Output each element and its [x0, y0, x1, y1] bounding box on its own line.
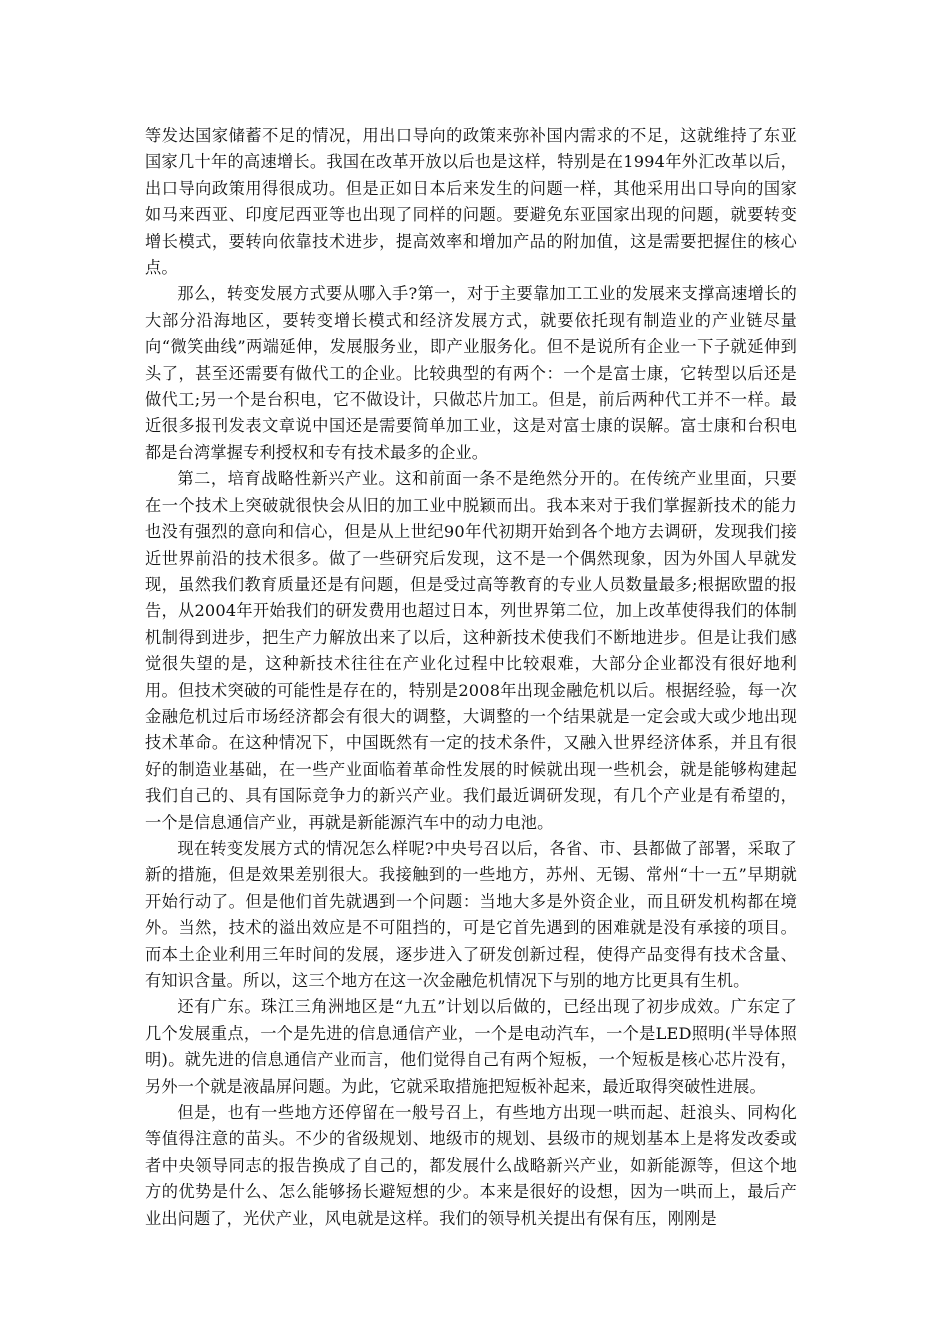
- document-body: [145, 123, 797, 1232]
- paragraph-6: 但是，也有一些地方还停留在一般号召上，有些地方出现一哄而起、赶浪头、同构化等值得注意的苗头。不少的省级规划、地级市的规划、县级市的规划基本上是将发改委或者中央领导同志的报告换成了自己的，都发展什么战略新兴产业，如新能源等，但这个地方的优势是什么、怎么能够扬长避短想的少。本来是很好的设想，因为一哄而上，最后产业出问题了，光伏产业，风电就是这样。我们的领导机关提出有保有压，刚刚是: [145, 1103, 797, 1228]
- paragraph-5: 还有广东。珠江三角洲地区是“九五”计划以后做的，已经出现了初步成效。广东定了几个发展重点，一个是先进的信息通信产业，一个是电动汽车，一个是LED照明(半导体照明)。就先进的信息通信产业而言，他们觉得自己有两个短板，一个短板是核心芯片没有，另外一个就是液晶屏问题。为此，它就采取措施把短板补起来，最近取得突破性进展。: [145, 997, 797, 1096]
- paragraph-3: 第二，培育战略性新兴产业。这和前面一条不是绝然分开的。在传统产业里面，只要在一个技术上突破就很快会从旧的加工业中脱颖而出。我本来对于我们掌握新技术的能力也没有强烈的意向和信心，但是从上世纪90年代初期开始到各个地方去调研，发现我们接近世界前沿的技术很多。做了一些研究后发现，这不是一个偶然现象，因为外国人早就发现，虽然我们教育质量还是有问题，但是受过高等教育的专业人员数量最多;根据欧盟的报告，从2004年开始我们的研发费用也超过日本，列世界第二位，加上改革使得我们的体制机制得到进步，把生产力解放出来了以后，这种新技术使我们不断地进步。但是让我们感觉很失望的是，这种新技术往往在产业化过程中比较艰难，大部分企业都没有很好地利用。但技术突破的可能性是存在的，特别是2008年出现金融危机以后。根据经验，每一次金融危机过后市场经济都会有很大的调整，大调整的一个结果就是一定会或大或少地出现技术革命。在这种情况下，中国既然有一定的技术条件，又融入世界经济体系，并且有很好的制造业基础，在一些产业面临着革命性发展的时候就出现一些机会，就是能够构建起我们自己的、具有国际竞争力的新兴产业。我们最近调研发现，有几个产业是有希望的，一个是信息通信产业，再就是新能源汽车中的动力电池。: [145, 469, 797, 832]
- paragraph-4: 现在转变发展方式的情况怎么样呢?中央号召以后，各省、市、县都做了部署，采取了新的措施，但是效果差别很大。我接触到的一些地方，苏州、无锡、常州“十一五”早期就开始行动了。但是他们首先就遇到一个问题：当地大多是外资企业，而且研发机构都在境外。当然，技术的溢出效应是不可阻挡的，可是它首先遇到的困难就是没有承接的项目。而本土企业利用三年时间的发展，逐步进入了研发创新过程，使得产品变得有技术含量、有知识含量。所以，这三个地方在这一次金融危机情况下与别的地方比更具有生机。: [145, 838, 797, 990]
- paragraph-1: 等发达国家储蓄不足的情况，用出口导向的政策来弥补国内需求的不足，这就维持了东亚国家几十年的高速增长。我国在改革开放以后也是这样，特别是在1994年外汇改革以后，出口导向政策用得很成功。但是正如日本后来发生的问题一样，其他采用出口导向的国家如马来西亚、印度尼西亚等也出现了同样的问题。要避免东亚国家出现的问题，就要转变增长模式，要转向依靠技术进步，提高效率和增加产品的附加值，这是需要把握住的核心点。: [145, 126, 797, 278]
- paragraph-2: 那么，转变发展方式要从哪入手?第一，对于主要靠加工工业的发展来支撑高速增长的大部分沿海地区，要转变增长模式和经济发展方式，就要依托现有制造业的产业链尽量向“微笑曲线”两端延伸，发展服务业，即产业服务化。但不是说所有企业一下子就延伸到头了，甚至还需要有做代工的企业。比较典型的有两个：一个是富士康，它转型以后还是做代工;另一个是台积电，它不做设计，只做芯片加工。但是，前后两种代工并不一样。最近很多报刊发表文章说中国还是需要简单加工业，这是对富士康的误解。富士康和台积电都是台湾掌握专利授权和专有技术最多的企业。: [145, 284, 797, 462]
